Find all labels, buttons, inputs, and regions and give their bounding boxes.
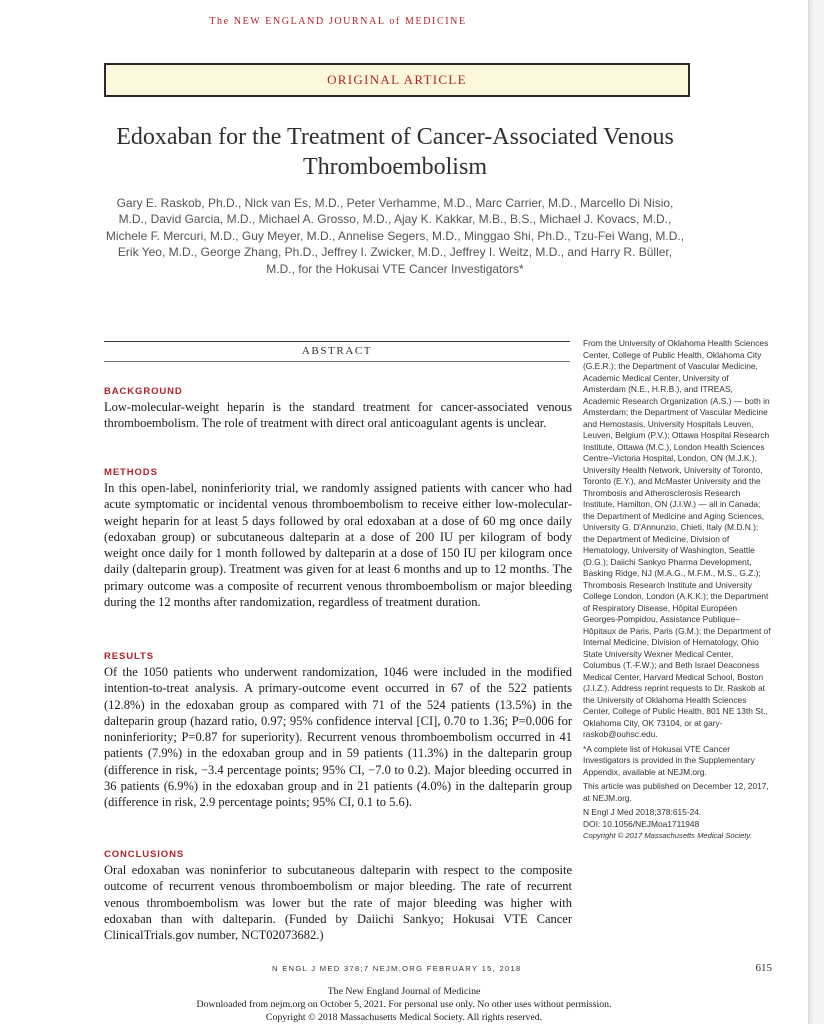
footer-citation: N ENGL J MED 378;7 NEJM.ORG FEBRUARY 15, 2018	[272, 964, 522, 973]
conclusions-label: CONCLUSIONS	[104, 849, 185, 860]
download-notice	[0, 985, 808, 1024]
page-number: 615	[755, 962, 772, 974]
article-type-label: ORIGINAL ARTICLE	[327, 72, 467, 87]
copyright-note: Copyright © 2017 Massachusetts Medical Society.	[583, 831, 752, 840]
journal-citation: N Engl J Med 2018;378:615-24.	[583, 807, 702, 817]
download-line: Downloaded from nejm.org on October 5, 2021. For personal use only. No other uses without permission.	[196, 999, 612, 1010]
methods-label: METHODS	[104, 467, 158, 478]
background-text: Low-molecular-weight heparin is the standard treatment for cancer-associated venous thromboembolism. The role of treatment with direct oral anticoagulant agents is unclear.	[104, 400, 572, 431]
abstract-results	[104, 651, 572, 811]
methods-text: In this open-label, noninferiority trial, we randomly assigned patients with cancer who had acute symptomatic or incidental venous thromboembolism to receive either low-molecular-weight heparin for at least 5 days followed by oral edoxaban at a dose of 60 mg once daily (edoxaban group) or subcutaneous dalteparin at a dose of 200 IU per kilogram of body weight once daily for 1 month followed by dalteparin at a dose of 150 IU per kilogram once daily (dalteparin group). Treatment was given for at least 6 months and up to 12 months. The primary outcome was a composite of recurrent venous thromboembolism or major bleeding during the 12 months after randomization, regardless of treatment duration.	[104, 481, 572, 610]
article-title: Edoxaban for the Treatment of Cancer-Associated Venous Thromboembolism	[116, 124, 674, 180]
publication-note: This article was published on December 12, 2017, at NEJM.org.	[583, 781, 769, 803]
download-line: The New England Journal of Medicine	[327, 986, 481, 997]
abstract-background	[104, 386, 572, 432]
abstract-heading: ABSTRACT	[104, 341, 570, 362]
download-line: Copyright © 2018 Massachusetts Medical Society. All rights reserved.	[265, 1012, 543, 1023]
article-sidebar	[583, 338, 771, 845]
author-affiliations: From the University of Oklahoma Health Sciences Center, College of Public Health, Oklahoma City (G.E.R.); the Department of Vascular Medicine, Academic Medical Center, University of Amsterdam (N.E., H.R.B.), and ITREAS, Academic Research Organization (A.S.) — both in Amsterdam; the Department of Vascular Medicine and Hemostasis, University Hospitals Leuven, Leuven, Belgium (P.V.); Ottawa Hospital Research Institute, Ottawa (M.C.), London Health Sciences Centre–Victoria Hospital, London, ON (M.J.K.), University Health Network, University of Toronto, Toronto (E.Y.), and McMaster University and the Thrombosis and Atherosclerosis Research Institute, Hamilton, ON (J.I.W.) — all in Canada; the Department of Medicine and Aging Sciences, University G. D'Annunzio, Chieti, Italy (M.D.N.); the Department of Medicine, Division of Hematology, University of Washington, Seattle (D.G.); Daiichi Sankyo Pharma Development, Basking Ridge, NJ (M.A.G., M.F.M., M.S., G.Z.); Thrombosis Research Institute and University College London, London (A.K.K.); the Department of Respiratory Disease, Hôpital Européen Georges-Pompidou, Assistance Publique–Hôpitaux de Paris, Paris (G.M.); the Department of Internal Medicine, Division of Hematology, Ohio State University Wexner Medical Center, Columbus (T.-F.W.); and Beth Israel Deaconess Medical Center, Harvard Medical School, Boston (J.I.Z.). Address reprint requests to Dr. Raskob at the University of Oklahoma Health Sciences Center, College of Public Health, 801 NE 13th St., Oklahoma City, OK 73104, or at gary-raskob@ouhsc.edu.	[583, 338, 771, 739]
results-text: Of the 1050 patients who underwent randomization, 1046 were included in the modified intention-to-treat analysis. A primary-outcome event occurred in 67 of the 522 patients (12.8%) in the edoxaban group as compared with 71 of the 524 patients (13.5%) in the dalteparin group (hazard ratio, 0.97; 95% confidence interval [CI], 0.70 to 1.36; P=0.006 for noninferiority; P=0.87 for superiority). Recurrent venous thromboembolism occurred in 41 patients (7.9%) in the edoxaban group and in 59 patients (11.3%) in the dalteparin group (difference in risk, −3.4 percentage points; 95% CI, −7.0 to 0.2). Major bleeding occurred in 36 patients (6.9%) in the edoxaban group and in 21 patients (4.0%) in the dalteparin group (difference in risk, 2.9 percentage points; 95% CI, 0.1 to 5.6).	[104, 665, 572, 810]
results-label: RESULTS	[104, 651, 154, 662]
conclusions-text: Oral edoxaban was noninferior to subcutaneous dalteparin with respect to the composite outcome of recurrent venous thromboembolism or major bleeding. The rate of recurrent venous thromboembolism was lower but the rate of major bleeding was higher with edoxaban than with dalteparin. (Funded by Daiichi Sankyo; Hokusai VTE Cancer ClinicalTrials.gov number, NCT02073682.)	[104, 863, 572, 943]
investigators-note: *A complete list of Hokusai VTE Cancer Investigators is provided in the Supplementary Appendix, available at NEJM.org.	[583, 743, 755, 777]
background-label: BACKGROUND	[104, 386, 183, 397]
journal-header: The NEW ENGLAND JOURNAL of MEDICINE	[209, 16, 467, 27]
abstract-conclusions	[104, 849, 572, 943]
author-list: Gary E. Raskob, Ph.D., Nick van Es, M.D., Peter Verhamme, M.D., Marc Carrier, M.D., Marcello Di Nisio, M.D., David Garcia, M.D., Michael A. Grosso, M.D., Ajay K. Kakkar, M.B., B.S., Michael J. Kovacs, M.D., Michele F. Mercuri, M.D., Guy Meyer, M.D., Annelise Segers, M.D., Minggao Shi, Ph.D., Tzu-Fei Wang, M.D., Erik Yeo, M.D., George Zhang, Ph.D., Jeffrey I. Zwicker, M.D., Jeffrey I. Weitz, M.D., and Harry R. Büller, M.D., for the Hokusai VTE Cancer Investigators*	[105, 196, 685, 276]
abstract-methods	[104, 467, 572, 610]
article-type-banner	[104, 63, 690, 97]
doi: DOI: 10.1056/NEJMoa1711948	[583, 818, 700, 829]
